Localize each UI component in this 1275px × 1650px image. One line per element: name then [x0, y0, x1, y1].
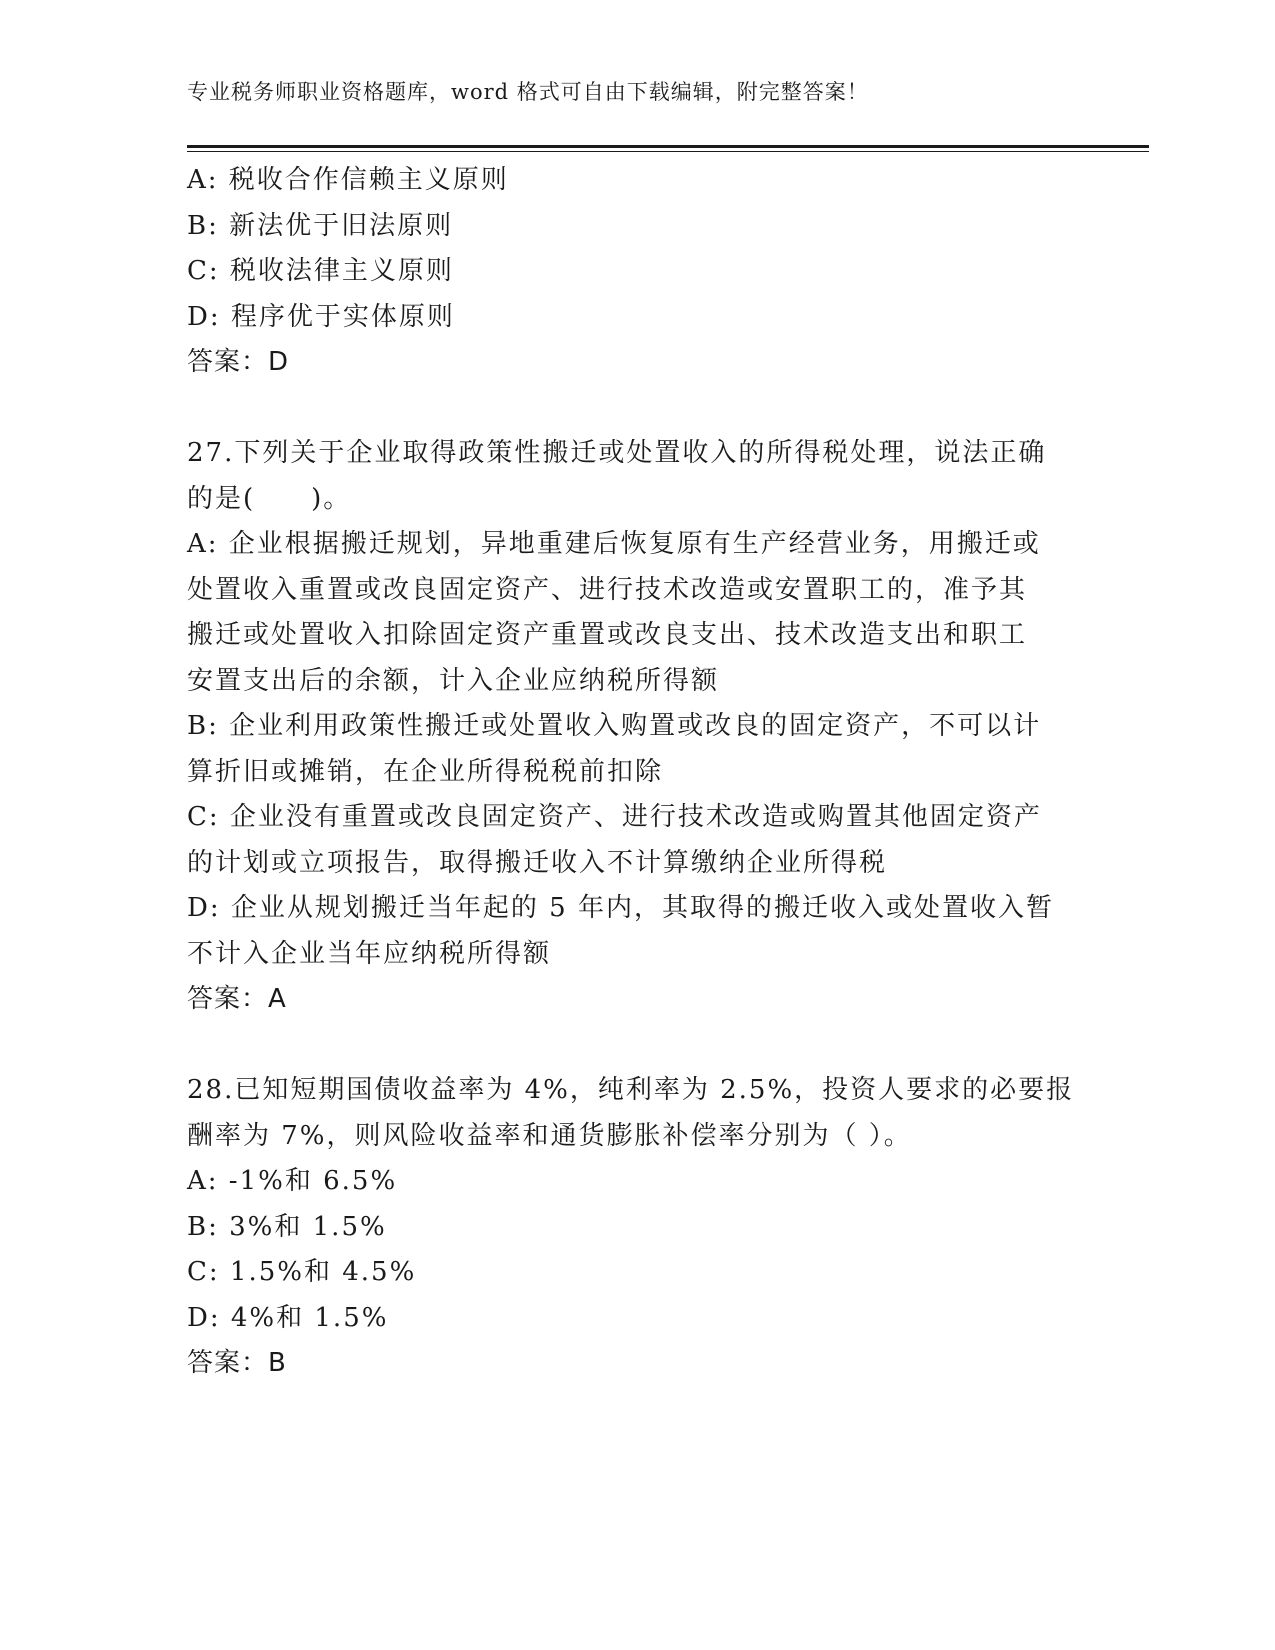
option-a-line: 搬迁或处置收入扣除固定资产重置或改良支出、技术改造支出和职工: [187, 620, 1028, 650]
option-b-line: 算折旧或摊销，在企业所得税税前扣除: [187, 756, 664, 787]
option-d: D: 4%和 1.5%: [187, 1302, 389, 1333]
prev-question-options: [187, 158, 1087, 386]
option-c-line: C: 企业没有重置或改良固定资产、进行技术改造或购置其他固定资产: [187, 802, 1042, 832]
question-stem-line: 27.下列关于企业取得政策性搬迁或处置收入的所得税处理，说法正确: [187, 438, 1047, 468]
header-rule-thick: [187, 145, 1149, 148]
question-27: [187, 431, 1087, 1023]
question-28: [187, 1068, 1087, 1387]
header-rule-thin: [187, 151, 1149, 152]
spacer: [187, 386, 1087, 432]
option-c: C: 1.5%和 4.5%: [187, 1257, 417, 1287]
option-a: A: 税收合作信赖主义原则: [187, 165, 509, 195]
option-a: A: -1%和 6.5%: [187, 1166, 398, 1196]
answer-line: 答案：A: [187, 984, 287, 1014]
option-a-line: 处置收入重置或改良固定资产、进行技术改造或安置职工的，准予其: [187, 574, 1028, 605]
option-c-line: 的计划或立项报告，取得搬迁收入不计算缴纳企业所得税: [187, 847, 888, 878]
option-b: B: 新法优于旧法原则: [187, 210, 454, 241]
page-header-note: 专业税务师职业资格题库，word 格式可自由下载编辑，附完整答案！: [187, 80, 869, 104]
option-d: D: 程序优于实体原则: [187, 301, 455, 332]
answer-line: 答案：D: [187, 347, 290, 377]
option-a-line: 安置支出后的余额，计入企业应纳税所得额: [187, 665, 720, 696]
option-c: C: 税收法律主义原则: [187, 256, 454, 286]
option-b-line: B: 企业利用政策性搬迁或处置收入购置或改良的固定资产，不可以计: [187, 711, 1042, 741]
spacer: [187, 1023, 1087, 1069]
document-body: [187, 158, 1087, 1387]
question-stem-line: 的是( )。: [187, 483, 352, 514]
answer-line: 答案：B: [187, 1348, 287, 1378]
option-d-line: D: 企业从规划搬迁当年起的 5 年内，其取得的搬迁收入或处置收入暂: [187, 893, 1054, 923]
question-stem-line: 28.已知短期国债收益率为 4%，纯利率为 2.5%，投资人要求的必要报: [187, 1075, 1075, 1105]
option-a-line: A: 企业根据搬迁规划，异地重建后恢复原有生产经营业务，用搬迁或: [187, 529, 1041, 559]
option-d-line: 不计入企业当年应纳税所得额: [187, 938, 552, 969]
option-b: B: 3%和 1.5%: [187, 1211, 387, 1242]
question-stem-line: 酬率为 7%，则风险收益率和通货膨胀补偿率分别为（ ）。: [187, 1120, 912, 1151]
